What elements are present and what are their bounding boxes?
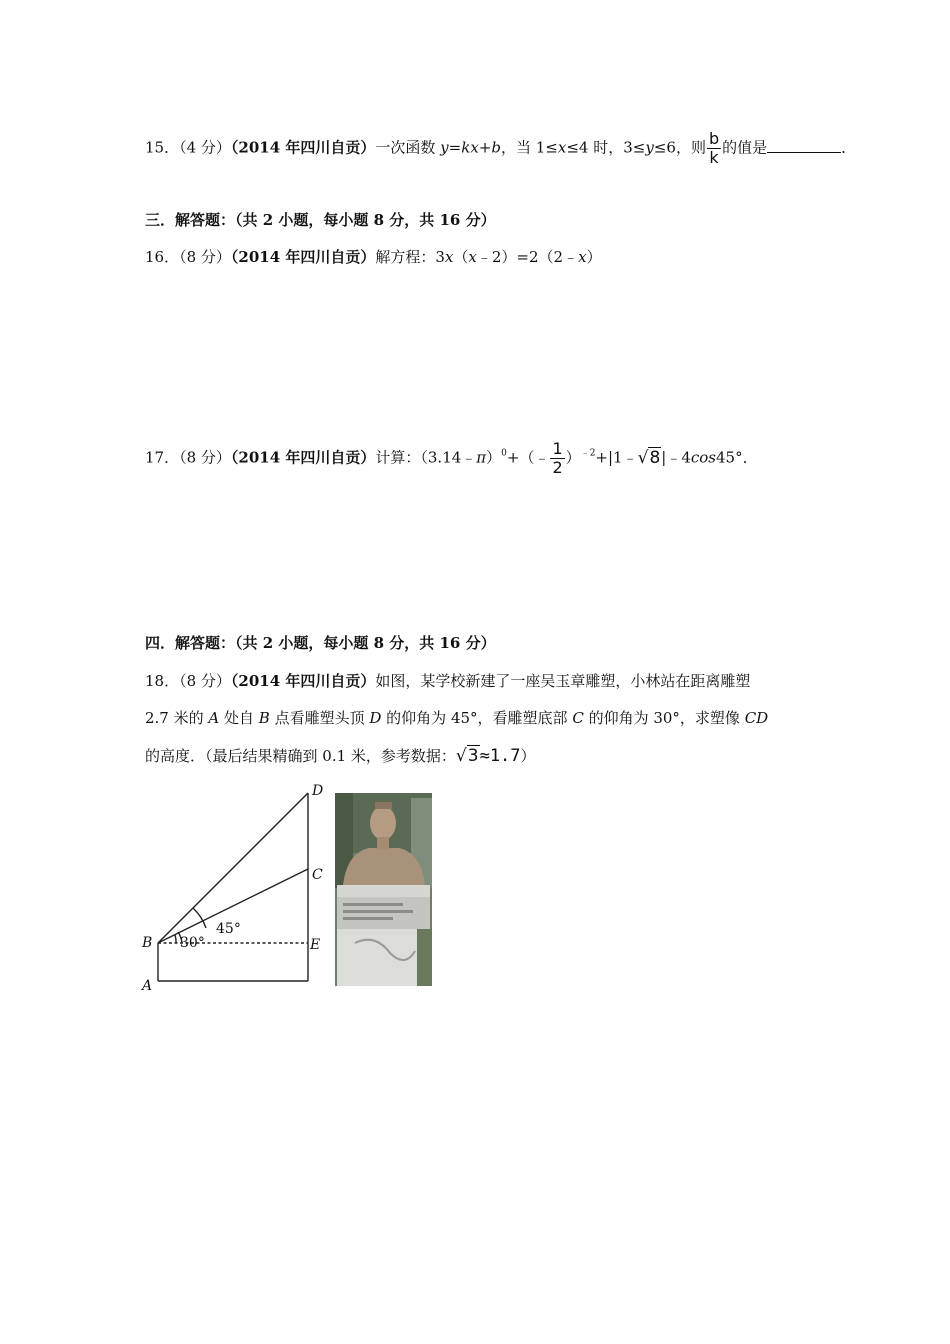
point-c: C xyxy=(572,709,584,727)
sqrt-3: √3 xyxy=(455,746,479,766)
q18-text: ） xyxy=(520,747,536,765)
point-d: D xyxy=(369,709,382,727)
q15-text: 一次函数 xyxy=(375,138,441,157)
var-x: x xyxy=(468,248,477,266)
angle-45-label: 45° xyxy=(216,921,241,937)
fraction-one-half xyxy=(550,441,564,476)
q17-text: 计算：（3.14﹣ xyxy=(375,448,477,467)
exponent-zero: 0 xyxy=(501,448,507,459)
q15-text: 的值是 xyxy=(722,138,768,157)
question-18-line2 xyxy=(145,711,768,726)
q17-text: +（﹣ xyxy=(506,448,550,467)
q15-source: （2014 年四川自贡） xyxy=(230,138,376,157)
q18-text: 2.7 米的 xyxy=(145,709,209,727)
var-kx: kx xyxy=(461,138,479,157)
sculpture-photo xyxy=(335,793,432,986)
q17-text: ） xyxy=(486,448,502,467)
sqrt-8: √8 xyxy=(637,447,661,468)
var-x: x xyxy=(578,248,587,266)
geometry-figure xyxy=(138,780,328,995)
point-b: B xyxy=(258,709,270,727)
q17-text: 45°． xyxy=(716,448,758,467)
q17-points: （8 分） xyxy=(179,448,231,467)
var-y: y xyxy=(440,138,449,157)
q16-text: ﹣2）=2（2﹣ xyxy=(476,248,579,266)
radicand: 8 xyxy=(649,447,661,468)
label-a: A xyxy=(142,978,153,994)
fraction-numerator: 1 xyxy=(552,439,563,458)
q18-text: 的高度．（最后结果精确到 0.1 米，参考数据： xyxy=(145,747,456,765)
q18-text: 的仰角为 45°，看雕塑底部 xyxy=(381,709,573,727)
answer-blank[interactable] xyxy=(767,140,841,153)
q18-text: 点看雕塑头顶 xyxy=(269,709,370,727)
period: ． xyxy=(841,138,857,157)
q18-number: 18． xyxy=(145,672,180,690)
fraction-b-over-k xyxy=(707,131,721,166)
q15-number: 15． xyxy=(145,138,180,157)
angle-30-label: 30° xyxy=(180,935,205,951)
approx-value: ≈1.7 xyxy=(479,746,521,766)
var-x: x xyxy=(557,138,567,157)
question-16 xyxy=(145,250,602,265)
q15-text: ≤6，则 xyxy=(653,138,706,157)
q16-source: （2014 年四川自贡） xyxy=(230,248,376,266)
pi-symbol: π xyxy=(476,448,487,467)
q17-text: ） xyxy=(565,448,581,467)
q18-points: （8 分） xyxy=(179,672,231,690)
question-18-line3 xyxy=(145,748,536,765)
label-c: C xyxy=(312,867,323,883)
q15-points: （4 分） xyxy=(179,138,231,157)
q18-text: 处自 xyxy=(219,709,259,727)
radicand: 3 xyxy=(467,746,479,766)
exponent-neg2: ﹣2 xyxy=(580,448,596,459)
q16-number: 16． xyxy=(145,248,180,266)
section-4-heading: 四．解答题：（共 2 小题，每小题 8 分，共 16 分） xyxy=(145,634,496,652)
label-d: D xyxy=(312,783,324,799)
cos-function: cos xyxy=(690,448,717,467)
label-e: E xyxy=(310,937,321,953)
q17-text: |﹣4 xyxy=(661,448,691,467)
q15-text: ，当 1≤ xyxy=(500,138,558,157)
label-b: B xyxy=(142,935,153,951)
fraction-denominator: 2 xyxy=(552,458,563,477)
segment-cd: CD xyxy=(744,709,769,727)
question-17 xyxy=(145,441,758,476)
plus: + xyxy=(478,138,492,157)
var-x: x xyxy=(444,248,454,266)
q18-source: （2014 年四川自贡） xyxy=(230,672,376,690)
q18-text: 的仰角为 30°，求塑像 xyxy=(583,709,745,727)
equals: = xyxy=(448,138,462,157)
sculpture-photo-drawing xyxy=(335,793,432,986)
q17-number: 17． xyxy=(145,448,180,467)
q16-text: 解方程：3 xyxy=(375,248,445,266)
q16-text: ） xyxy=(586,248,602,266)
section-3-heading: 三．解答题：（共 2 小题，每小题 8 分，共 16 分） xyxy=(145,211,496,229)
fraction-denominator: k xyxy=(709,148,719,167)
q17-text: +|1﹣ xyxy=(595,448,638,467)
var-b: b xyxy=(491,138,501,157)
question-15 xyxy=(145,131,856,166)
var-y: y xyxy=(645,138,654,157)
q16-text: （ xyxy=(453,248,469,266)
fraction-numerator: b xyxy=(708,129,720,148)
q15-text: ≤4 时，3≤ xyxy=(566,138,646,157)
point-a: A xyxy=(208,709,220,727)
q18-text: 如图，某学校新建了一座吴玉章雕塑，小林站在距离雕塑 xyxy=(375,672,751,690)
q16-points: （8 分） xyxy=(179,248,231,266)
question-18-line1 xyxy=(145,674,750,689)
q17-source: （2014 年四川自贡） xyxy=(230,448,376,467)
arc-30-left xyxy=(175,935,176,943)
